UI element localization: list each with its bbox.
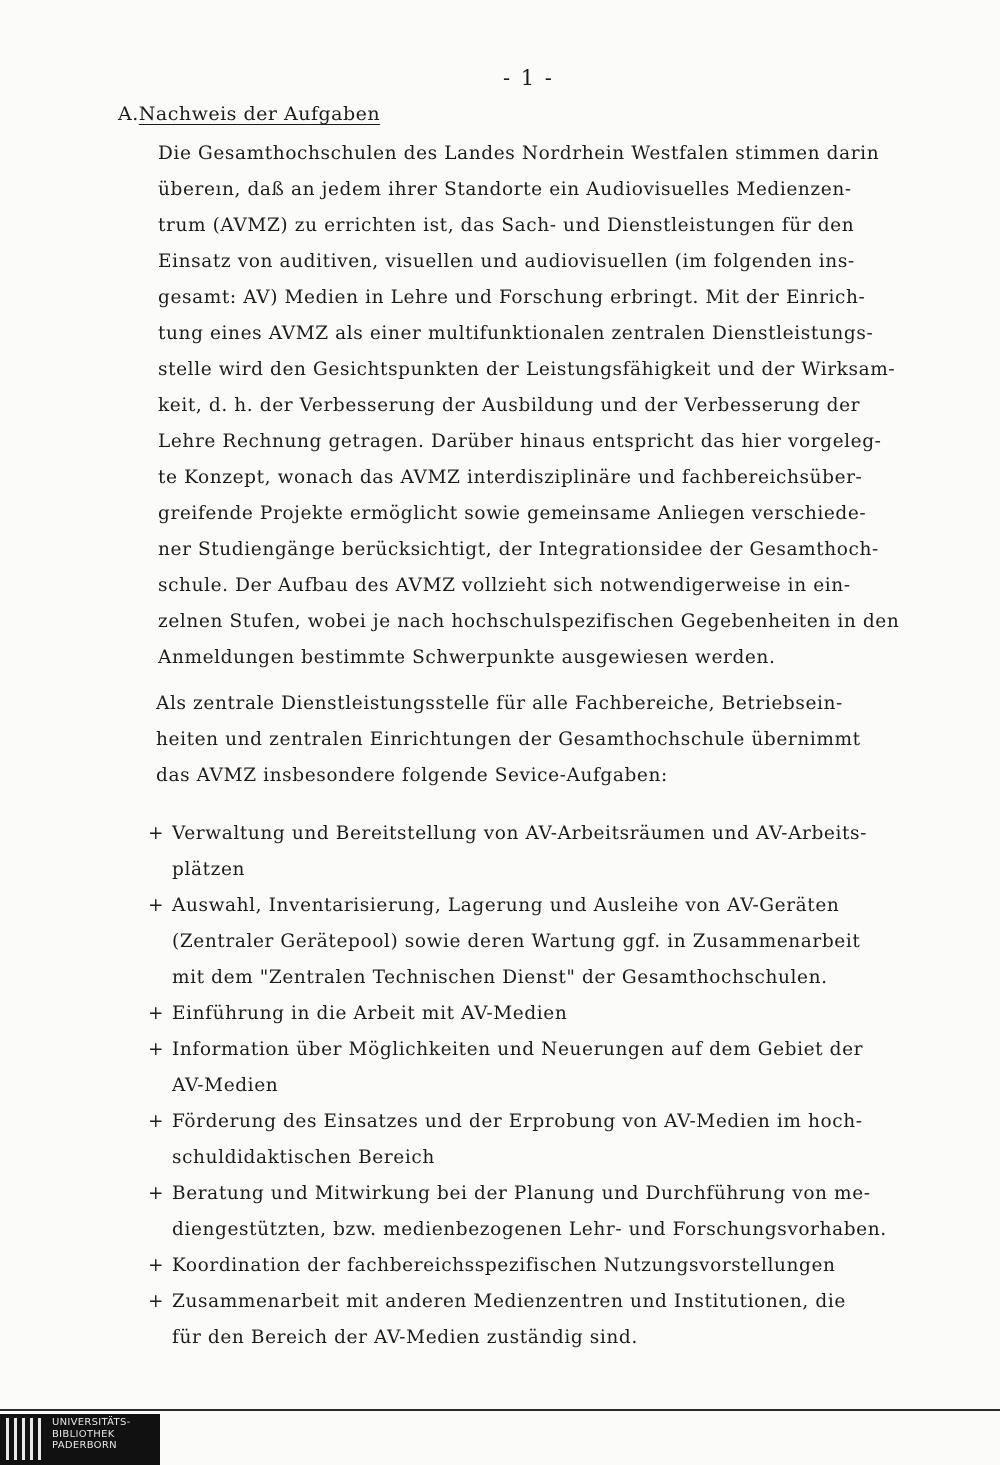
text-line: greifende Projekte ermöglicht sowie gemeinsame Anliegen verschiede- xyxy=(158,503,867,524)
bullet-marker: + xyxy=(148,1183,165,1204)
barcode-icon xyxy=(6,1418,46,1460)
library-name xyxy=(52,1417,131,1452)
bullet-marker: + xyxy=(148,823,165,844)
bullet-marker: + xyxy=(148,895,165,916)
bullet-marker: + xyxy=(148,1255,165,1276)
text-line: Die Gesamthochschulen des Landes Nordrhein Westfalen stimmen darin xyxy=(158,143,880,164)
library-name-line: PADERBORN xyxy=(52,1440,117,1451)
list-item xyxy=(148,1248,887,1284)
list-item xyxy=(148,888,887,996)
text-line: Einführung in die Arbeit mit AV-Medien xyxy=(172,1003,568,1024)
text-line: das AVMZ insbesondere folgende Sevice-Aufgaben: xyxy=(156,765,668,786)
text-line: heiten und zentralen Einrichtungen der Gesamthochschule übernimmt xyxy=(156,729,861,750)
text-line: ner Studiengänge berücksichtigt, der Integrationsidee der Gesamthoch- xyxy=(158,539,879,560)
text-line: trum (AVMZ) zu errichten ist, das Sach- und Dienstleistungen für den xyxy=(158,215,855,236)
paragraph-intro xyxy=(158,136,899,676)
text-line: plätzen xyxy=(172,859,246,880)
text-line: schuldidaktischen Bereich xyxy=(172,1147,435,1168)
text-line: gesamt: AV) Medien in Lehre und Forschung erbringt. Mit der Einrich- xyxy=(158,287,866,308)
text-line: Zusammenarbeit mit anderen Medienzentren und Institutionen, die xyxy=(172,1291,846,1312)
library-name-line: UNIVERSITÄTS- xyxy=(52,1417,131,1428)
section-title: Nachweis der Aufgaben xyxy=(138,103,381,125)
text-line: Förderung des Einsatzes und der Erprobung von AV-Medien im hoch- xyxy=(172,1111,863,1132)
bullet-marker: + xyxy=(148,1003,165,1024)
bullet-marker: + xyxy=(148,1291,165,1312)
text-line: Einsatz von auditiven, visuellen und audiovisuellen (im folgenden ins- xyxy=(158,251,855,272)
bullet-marker: + xyxy=(148,1039,165,1060)
footer-rule xyxy=(0,1409,1000,1411)
text-line: zelnen Stufen, wobei je nach hochschulspezifischen Gegebenheiten in den xyxy=(158,611,900,632)
text-line: Auswahl, Inventarisierung, Lagerung und Ausleihe von AV-Geräten xyxy=(172,895,840,916)
text-line: stelle wird den Gesichtspunkten der Leistungsfähigkeit und der Wirksam- xyxy=(158,359,896,380)
text-line: Als zentrale Dienstleistungsstelle für alle Fachbereiche, Betriebsein- xyxy=(156,693,843,714)
text-line: Lehre Rechnung getragen. Darüber hinaus entspricht das hier vorgeleg- xyxy=(158,431,882,452)
text-line: Anmeldungen bestimmte Schwerpunkte ausgewiesen werden. xyxy=(158,647,776,668)
section-label: A. xyxy=(118,103,139,125)
text-line: Verwaltung und Bereitstellung von AV-Arbeitsräumen und AV-Arbeits- xyxy=(172,823,867,844)
library-logo xyxy=(0,1414,160,1465)
list-item xyxy=(148,816,887,888)
text-line: Koordination der fachbereichsspezifischen Nutzungsvorstellungen xyxy=(172,1255,836,1276)
text-line: für den Bereich der AV-Medien zuständig sind. xyxy=(172,1327,638,1348)
list-item xyxy=(148,1032,887,1104)
list-item xyxy=(148,1176,887,1248)
list-item xyxy=(148,1104,887,1176)
paragraph-services-intro xyxy=(156,686,861,794)
text-line: mit dem "Zentralen Technischen Dienst" der Gesamthochschulen. xyxy=(172,967,828,988)
text-line: (Zentraler Gerätepool) sowie deren Wartung ggf. in Zusammenarbeit xyxy=(172,931,861,952)
text-line: keit, d. h. der Verbesserung der Ausbildung und der Verbesserung der xyxy=(158,395,861,416)
text-line: te Konzept, wonach das AVMZ interdisziplinäre und fachbereichsüber- xyxy=(158,467,863,488)
section-heading xyxy=(118,103,380,125)
list-item xyxy=(148,1284,887,1356)
text-line: Beratung und Mitwirkung bei der Planung und Durchführung von me- xyxy=(172,1183,871,1204)
bullet-marker: + xyxy=(148,1111,165,1132)
text-line: diengestützten, bzw. medienbezogenen Lehr- und Forschungsvorhaben. xyxy=(172,1219,887,1240)
text-line: übereın, daß an jedem ihrer Standorte ein Audiovisuelles Medienzen- xyxy=(158,179,852,200)
page-number: - 1 - xyxy=(503,66,554,90)
list-item xyxy=(148,996,887,1032)
text-line: tung eines AVMZ als einer multifunktionalen zentralen Dienstleistungs- xyxy=(158,323,874,344)
text-line: Information über Möglichkeiten und Neuerungen auf dem Gebiet der xyxy=(172,1039,864,1060)
text-line: schule. Der Aufbau des AVMZ vollzieht sich notwendigerweise in ein- xyxy=(158,575,851,596)
library-name-line: BIBLIOTHEK xyxy=(52,1428,115,1440)
text-line: AV-Medien xyxy=(172,1075,279,1096)
service-task-list xyxy=(148,816,887,1356)
